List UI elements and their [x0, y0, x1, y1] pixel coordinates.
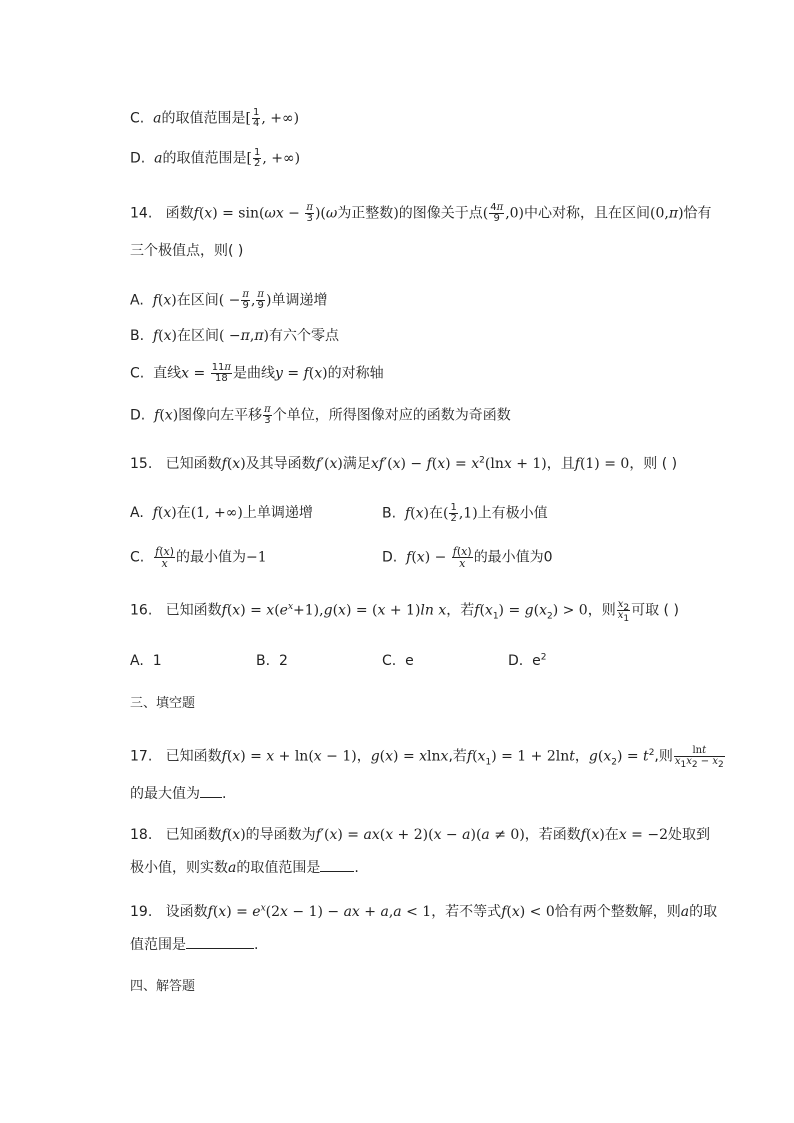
q19-stem: 19. 设函数$f(x) = e^x(2x - 1)$ − ax + a,a < 1，若不等式f(x) < 0恰有两个整数解，则a的取 [130, 903, 718, 920]
q15-option-b[interactable]: B. f(x)在( $\frac{1}{2}$ ,1)上有极小值 [382, 502, 548, 524]
q14-option-d[interactable]: D. f(x)图像向左平移 $\frac{\pi}{3}$ 个单位，所得图像对应的函数为奇函数 [130, 404, 511, 426]
q13-option-d[interactable]: D. a的取值范围是[ $\frac{1}{2}$ , +∞) [130, 147, 301, 169]
q16-option-c[interactable]: C. e [382, 653, 414, 669]
q16-stem: 16. 已知函数$f(x) = x(e^x+1),g(x) = (x + 1)\ln$ x，若$f(x_1) = g(x_2) > 0$，则 $\frac{x_2}{x_1}$ 可取 ( ) [130, 599, 679, 624]
section-heading-solutions: 四、解答题 [130, 979, 196, 994]
section-heading-fill-in: 三、填空题 [130, 696, 196, 711]
q19-answer-blank[interactable] [186, 934, 254, 949]
q14-stem-line2: 三个极值点，则( ) [130, 243, 244, 259]
q14-option-b[interactable]: B. f(x)在区间( −π,π)有六个零点 [130, 328, 339, 344]
q16-option-b[interactable]: B. 2 [256, 653, 288, 669]
q14-option-a[interactable]: A. f(x)在区间( − $\frac{\pi}{9}$ , $\frac{\pi}{9}$ )单调递增 [130, 289, 328, 311]
q17-stem: 17. 已知函数f(x) = x + ln(x − 1)，g(x) = xlnx,若$f(x_1) = 1 + 2\ln t$，$g(x_2) = t^2$,则 $\frac{\ln t}{x_1x_2 - x_2}$ [130, 745, 724, 770]
q15-option-d[interactable]: D. f(x) − $\frac{f(x)}{x}$ 的最小值为0 [382, 545, 553, 570]
q18-stem: 18. 已知函数f(x)的导函数为f′(x) = ax(x + 2)(x − a)(a ≠ 0)，若函数f(x)在x = −2处取到 [130, 827, 710, 843]
q17-answer-blank[interactable] [200, 783, 222, 798]
q15-option-a[interactable]: A. f(x)在(1, +∞)上单调递增 [130, 505, 313, 521]
q14-stem: 14. 函数f(x) = sin(ωx − $\frac{\pi}{3}$ )(ω为正整数)的图像关于点( $\frac{4\pi}{9}$ ,0)中心对称，且在区间(0,π)恰有 [130, 202, 712, 224]
q16-option-a[interactable]: A. 1 [130, 653, 162, 669]
q14-option-c[interactable]: C. 直线x = $\frac{11\pi}{18}$ 是曲线y = f(x)的对称轴 [130, 362, 384, 384]
q18-line2: 极小值，则实数a的取值范围是 . [130, 857, 359, 878]
q18-answer-blank[interactable] [320, 857, 354, 872]
q13-option-c[interactable]: C. a的取值范围是[ $\frac{1}{4}$ , +∞) [130, 107, 300, 129]
q19-line2: 值范围是 . [130, 934, 258, 955]
q17-line2: 的最大值为 . [130, 783, 226, 804]
q15-stem: 15. 已知函数f(x)及其导函数f′(x)满足$xf'(x) - f(x) = x^2(\ln x + 1)$，且f(1) = 0，则 ( ) [130, 455, 678, 472]
q16-option-d[interactable]: D. $e^2$ [508, 652, 547, 669]
q15-option-c[interactable]: C. $\frac{f(x)}{x}$ 的最小值为−1 [130, 545, 267, 570]
